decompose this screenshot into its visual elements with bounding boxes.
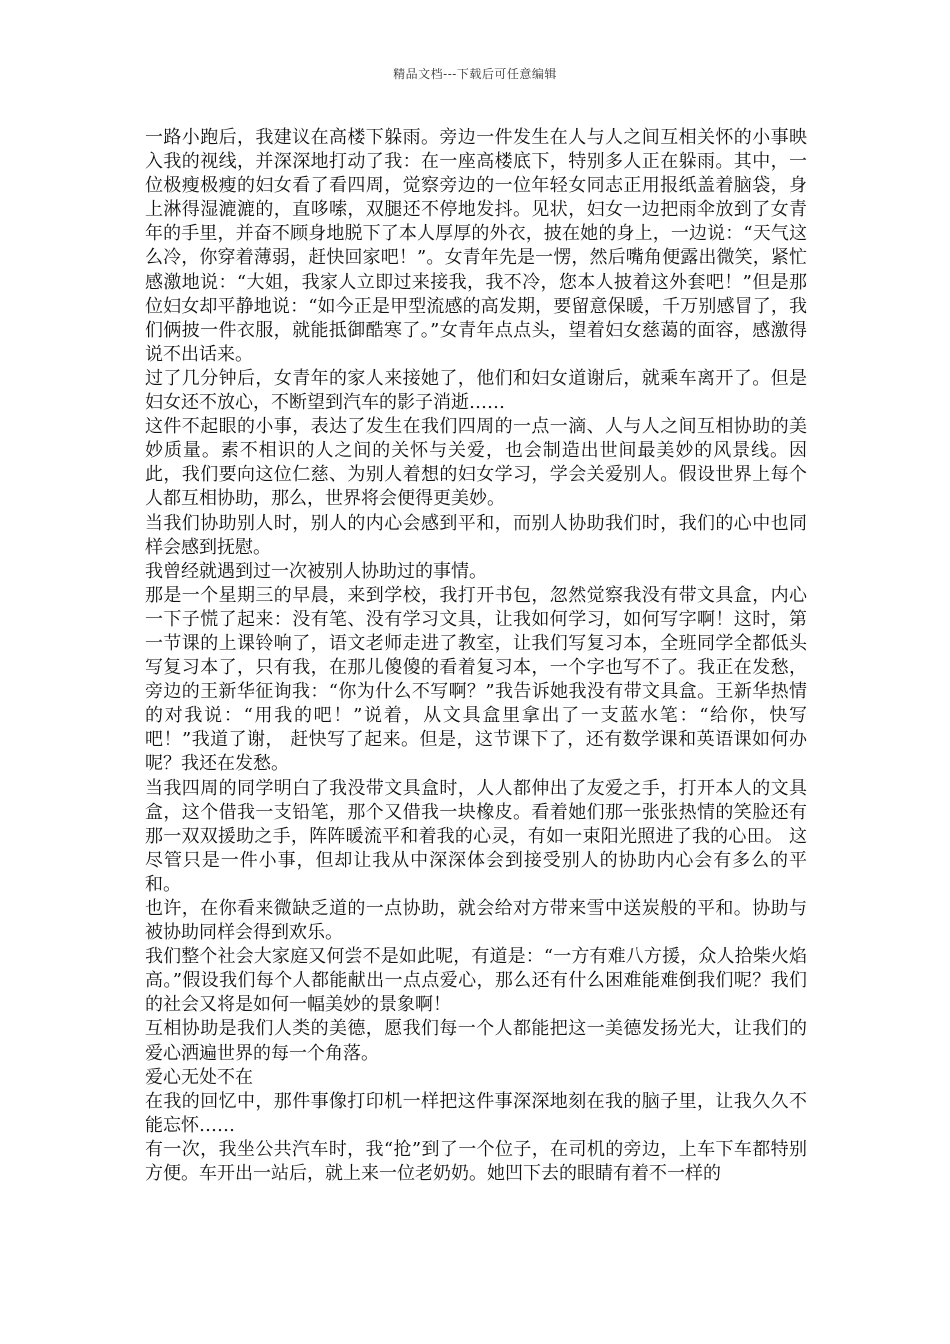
- paragraph: 在我的回忆中，那件事像打印机一样把这件事深深地刻在我的脑子里，让我久久不能忘怀……: [145, 1090, 807, 1136]
- section-heading: 爱心无处不在: [145, 1066, 253, 1088]
- document-body: [145, 126, 807, 1186]
- paragraph: 一路小跑后，我建议在高楼下躲雨。旁边一件发生在人与人之间互相关怀的小事映入我的视线，并深深地打动了我：在一座高楼底下，特别多人正在躲雨。其中，一位极瘦极瘦的妇女看了看四周，觉察旁边的一位年轻女同志正用报纸盖着脑袋，身上淋得湿漉漉的，直哆嗦，双腿还不停地发抖。见状，妇女一边把雨伞放到了女青年的手里，并奋不顾身地脱下了本人厚厚的外衣，披在她的身上，一边说：“天气这么冷，你穿着薄弱，赶快回家吧！”。女青年先是一愣，然后嘴角便露出微笑，紧忙感激地说：“大姐，我家人立即过来接我，我不冷，您本人披着这外套吧！”但是那位妇女却平静地说：“如今正是甲型流感的高发期，要留意保暖，千万别感冒了，我们俩披一件衣服，就能抵御酷寒了。”女青年点点头，望着妇女慈蔼的面容，感激得说不出话来。: [145, 127, 807, 365]
- paragraph: 我曾经就遇到过一次被别人协助过的事情。: [145, 560, 487, 582]
- paragraph: 这件不起眼的小事，表达了发生在我们四周的一点一滴、人与人之间互相协助的美妙质量。素不相识的人之间的关怀与关爱，也会制造出世间最美妙的风景线。因此，我们要向这位仁慈、为别人着想的妇女学习，学会关爱别人。假设世界上每个人都互相协助，那么，世界将会便得更美妙。: [145, 416, 807, 510]
- paragraph: 当我四周的同学明白了我没带文具盒时，人人都伸出了友爱之手，打开本人的文具盒，这个借我一支铅笔，那个又借我一块橡皮。看着她们那一张张热情的笑脸还有那一双双援助之手，阵阵暖流平和着我的心灵，有如一束阳光照进了我的心田。 这尽管只是一件小事，但却让我从中深深体会到接受别人的协助内心会有多么的平和。: [145, 777, 807, 895]
- paragraph: 过了几分钟后，女青年的家人来接她了，他们和妇女道谢后，就乘车离开了。但是妇女还不放心，不断望到汽车的影子消逝……: [145, 367, 807, 414]
- paragraph: 那是一个星期三的早晨，来到学校，我打开书包，忽然觉察我没有带文具盒，内心一下子慌了起来：没有笔、没有学习文具，让我如何学习，如何写字啊！这时，第一节课的上课铃响了，语文老师走进了教室，让我们写复习本，全班同学全都低头写复习本了，只有我，在那儿傻傻的看着复习本，一个字也写不了。我正在发愁，旁边的王新华征询我：“你为什么不写啊？”我告诉她我没有带文具盒。王新华热情的对我说：“用我的吧！”说着，从文具盒里拿出了一支蓝水笔：“给你，快写吧！”我道了谢， 赶快写了起来。但是，这节课下了，还有数学课和英语课如何办呢？我还在发愁。: [145, 584, 807, 775]
- paragraph: 互相协助是我们人类的美德，愿我们每一个人都能把这一美德发扬光大，让我们的爱心洒遍世界的每一个角落。: [145, 1018, 807, 1064]
- paragraph: 我们整个社会大家庭又何尝不是如此呢，有道是：“一方有难八方援，众人拾柴火焰高。”假设我们每个人都能献出一点点爱心，那么还有什么困难能难倒我们呢？我们的社会又将是如何一幅美妙的景象啊！: [145, 946, 807, 1016]
- paragraph: 也许，在你看来微缺乏道的一点协助，就会给对方带来雪中送炭般的平和。协助与被协助同样会得到欢乐。: [145, 898, 807, 944]
- paragraph: 当我们协助别人时，别人的内心会感到平和，而别人协助我们时，我们的心中也同样会感到抚慰。: [145, 512, 807, 558]
- paragraph: 有一次，我坐公共汽车时，我“抢”到了一个位子，在司机的旁边，上车下车都特别方便。车开出一站后，就上来一位老奶奶。她凹下去的眼睛有着不一样的: [145, 1138, 807, 1185]
- page-header: 精品文档---下载后可任意编辑: [393, 67, 557, 81]
